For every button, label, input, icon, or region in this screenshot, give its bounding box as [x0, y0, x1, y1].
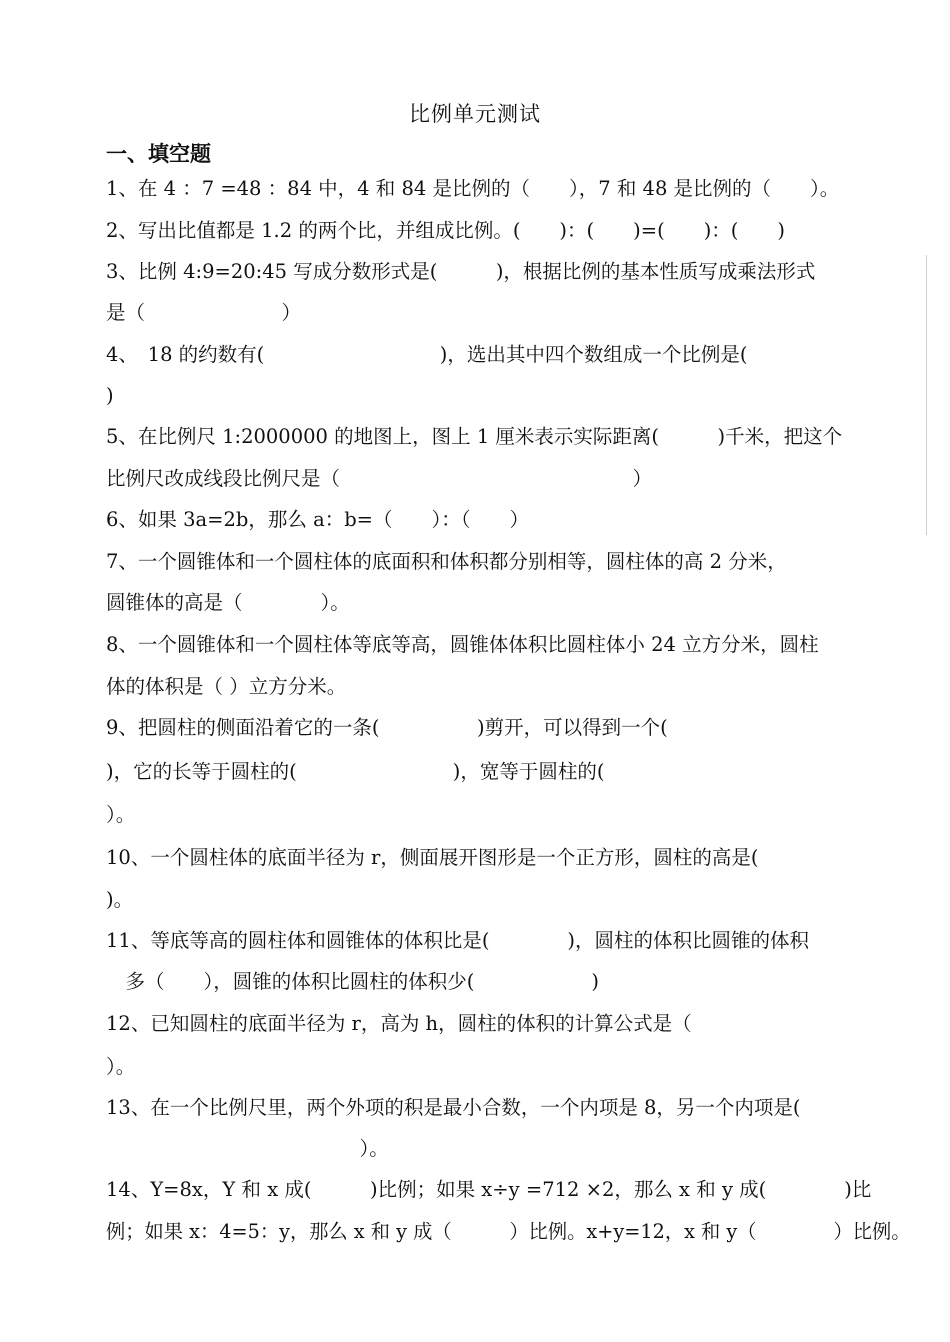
section-heading: 一、填空题: [106, 142, 211, 166]
question-line: 10、一个圆柱体的底面半径为 r，侧面展开图形是一个正方形，圆柱的高是(: [106, 846, 759, 869]
question-line: )，它的长等于圆柱的( )，宽等于圆柱的(: [106, 760, 605, 783]
page-title: 比例单元测试: [409, 102, 541, 126]
question-line: ）。: [106, 1055, 136, 1078]
question-line: 比例尺改成线段比例尺是（ ）: [106, 467, 653, 490]
question-line: ）。: [106, 803, 136, 826]
question-line: 3、比例 4:9=20:45 写成分数形式是( )，根据比例的基本性质写成乘法形式: [106, 260, 816, 283]
question-line: 多（ ），圆锥的体积比圆柱的体积少( ): [106, 970, 599, 993]
page-edge-line: [926, 255, 927, 535]
question-line: 8、一个圆锥体和一个圆柱体等底等高，圆锥体体积比圆柱体小 24 立方分米，圆柱: [106, 633, 819, 656]
question-line: )。: [106, 888, 134, 911]
question-line: 4、 18 的约数有( )，选出其中四个数组成一个比例是(: [106, 343, 748, 366]
question-line: 圆锥体的高是（ ）。: [106, 591, 350, 614]
question-line: ）。: [106, 1137, 389, 1160]
question-line: 12、已知圆柱的底面半径为 r，高为 h，圆柱的体积的计算公式是（: [106, 1012, 692, 1035]
question-line: 2、写出比值都是 1.2 的两个比，并组成比例。( )：( )=( )：( ): [106, 219, 786, 242]
question-line: 14、Y=8x，Y 和 x 成( )比例；如果 x÷y =712 ×2，那么 x 和 y 成( )比: [106, 1178, 872, 1201]
question-line: 11、等底等高的圆柱体和圆锥体的体积比是( )，圆柱的体积比圆锥的体积: [106, 929, 810, 952]
question-line: 例；如果 x：4=5：y，那么 x 和 y 成（ ）比例。x+y=12，x 和 y（ ）比例。: [106, 1220, 911, 1243]
question-line: ): [106, 384, 114, 407]
question-line: 13、在一个比例尺里，两个外项的积是最小合数，一个内项是 8，另一个内项是(: [106, 1096, 801, 1119]
question-line: 5、在比例尺 1:2000000 的地图上，图上 1 厘米表示实际距离( )千米，把这个: [106, 425, 843, 448]
question-line: 是（ ）: [106, 301, 302, 324]
question-line: 1、在 4 ：7 =48 ：84 中，4 和 84 是比例的（ ），7 和 48 是比例的（ ）。: [106, 177, 840, 200]
question-line: 体的体积是（ ）立方分米。: [106, 675, 347, 698]
question-line: 7、一个圆锥体和一个圆柱体的底面积和体积都分别相等，圆柱体的高 2 分米，: [106, 550, 787, 573]
question-line: 6、如果 3a=2b，那么 a：b=（ ）：（ ）: [106, 508, 530, 531]
question-line: 9、把圆柱的侧面沿着它的一条( )剪开，可以得到一个(: [106, 716, 668, 739]
